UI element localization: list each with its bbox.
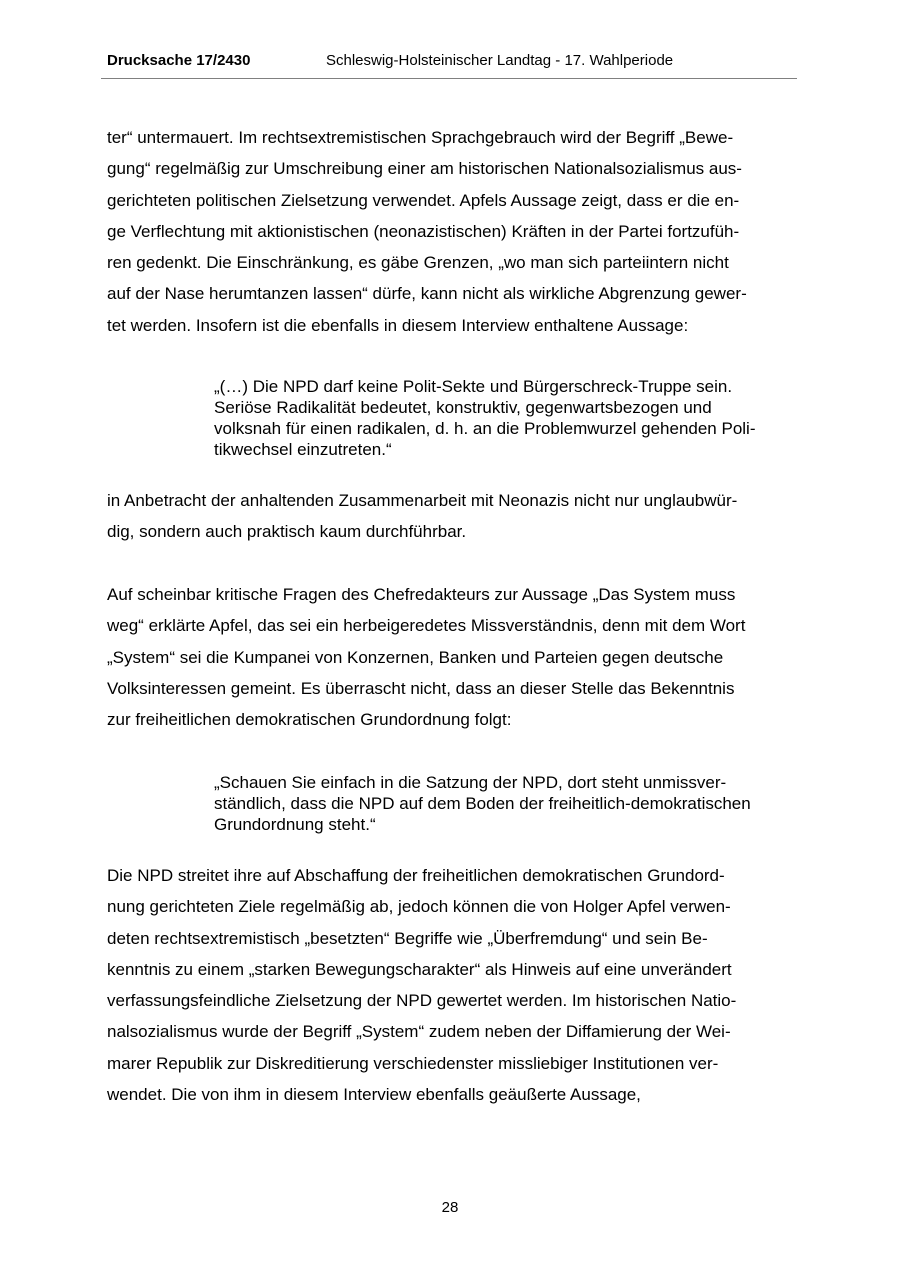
- text-line: gung“ regelmäßig zur Umschreibung einer am historischen Nationalsozialismus aus-: [107, 159, 742, 179]
- paragraph-2: [107, 485, 797, 548]
- text-line: verfassungsfeindliche Zielsetzung der NPD gewertet werden. Im historischen Natio-: [107, 991, 737, 1011]
- text-line: nalsozialismus wurde der Begriff „System“ zudem neben der Diffamierung der Wei-: [107, 1022, 731, 1042]
- text-line: in Anbetracht der anhaltenden Zusammenarbeit mit Neonazis nicht nur unglaubwür-: [107, 491, 738, 510]
- quote-line: Seriöse Radikalität bedeutet, konstruktiv, gegenwartsbezogen und: [214, 398, 712, 417]
- quote-line: tikwechsel einzutreten.“: [214, 440, 392, 459]
- page-number: 28: [441, 1199, 459, 1216]
- text-line: Volksinteressen gemeint. Es überrascht nicht, dass an dieser Stelle das Bekenntnis: [107, 678, 735, 698]
- text-line: deten rechtsextremistisch „besetzten“ Begriffe wie „Überfremdung“ und sein Be-: [107, 928, 708, 948]
- quote-line: ständlich, dass die NPD auf dem Boden der freiheitlich-demokratischen: [214, 794, 751, 813]
- text-line: ren gedenkt. Die Einschränkung, es gäbe Grenzen, „wo man sich parteiintern nicht: [107, 253, 729, 273]
- quote-line: Grundordnung steht.“: [214, 815, 376, 834]
- text-line: wendet. Die von ihm in diesem Interview ebenfalls geäußerte Aussage,: [107, 1085, 641, 1105]
- text-line: zur freiheitlichen demokratischen Grundordnung folgt:: [107, 710, 512, 730]
- text-line: ter“ untermauert. Im rechtsextremistischen Sprachgebrauch wird der Begriff „Bewe-: [107, 128, 734, 147]
- text-line: gerichteten politischen Zielsetzung verwendet. Apfels Aussage zeigt, dass er die en-: [107, 190, 740, 210]
- text-line: Die NPD streitet ihre auf Abschaffung der freiheitlichen demokratischen Grundord-: [107, 866, 725, 885]
- text-line: Auf scheinbar kritische Fragen des Chefredakteurs zur Aussage „Das System muss: [107, 585, 736, 604]
- quote-line: volksnah für einen radikalen, d. h. an die Problemwurzel gehenden Poli-: [214, 419, 756, 438]
- block-quote-1: [214, 376, 804, 460]
- text-line: nung gerichteten Ziele regelmäßig ab, jedoch können die von Holger Apfel verwen-: [107, 897, 731, 917]
- text-line: ge Verflechtung mit aktionistischen (neonazistischen) Kräften in der Partei fortzufüh-: [107, 221, 740, 241]
- parliament-title: Schleswig-Holsteinischer Landtag - 17. Wahlperiode: [326, 52, 674, 69]
- paragraph-1: [107, 122, 797, 341]
- text-line: „System“ sei die Kumpanei von Konzernen, Banken und Parteien gegen deutsche: [107, 647, 724, 667]
- page-header: [101, 52, 797, 79]
- text-line: dig, sondern auch praktisch kaum durchführbar.: [107, 522, 467, 542]
- paragraph-3: [107, 579, 797, 735]
- block-quote-2: [214, 772, 804, 835]
- quote-line: „(…) Die NPD darf keine Polit-Sekte und Bürgerschreck-Truppe sein.: [214, 377, 733, 396]
- text-line: tet werden. Insofern ist die ebenfalls in diesem Interview enthaltene Aussage:: [107, 315, 689, 335]
- text-line: weg“ erklärte Apfel, das sei ein herbeigeredetes Missverständnis, denn mit dem Wort: [107, 616, 746, 636]
- quote-line: „Schauen Sie einfach in die Satzung der NPD, dort steht unmissver-: [214, 773, 727, 792]
- document-number: Drucksache 17/2430: [107, 52, 251, 69]
- paragraph-4: [107, 860, 797, 1110]
- text-line: marer Republik zur Diskreditierung verschiedenster missliebiger Institutionen ver-: [107, 1053, 719, 1073]
- text-line: auf der Nase herumtanzen lassen“ dürfe, kann nicht als wirkliche Abgrenzung gewer-: [107, 284, 747, 304]
- text-line: kenntnis zu einem „starken Bewegungscharakter“ als Hinweis auf eine unverändert: [107, 959, 732, 979]
